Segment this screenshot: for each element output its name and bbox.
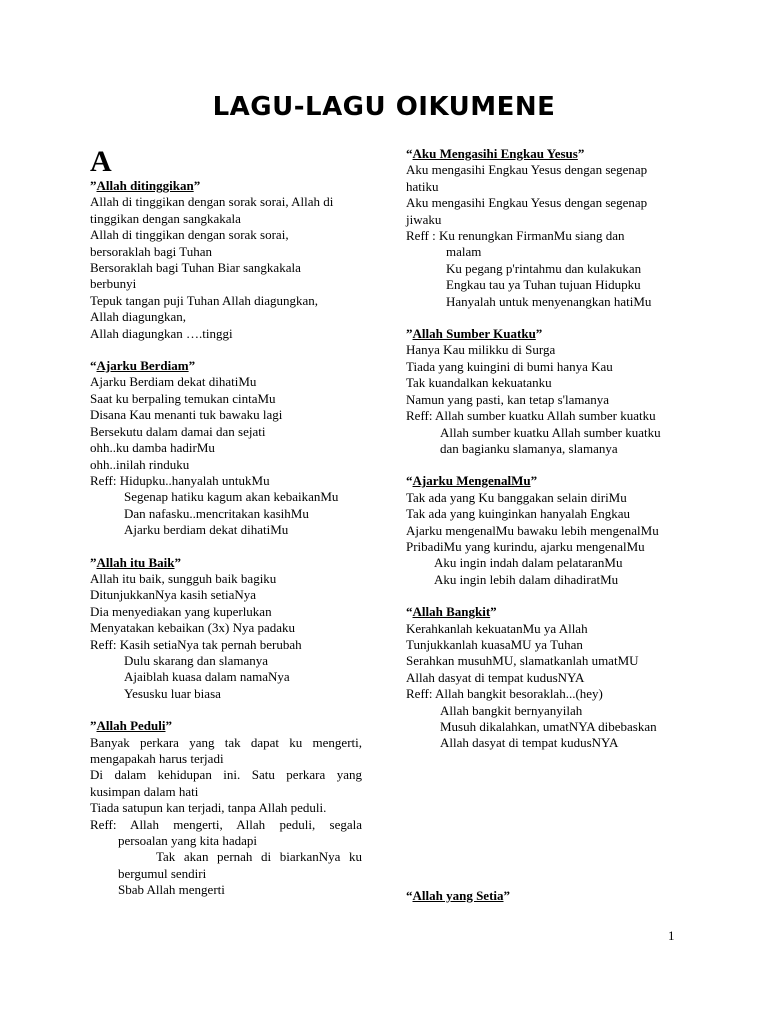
lyric-line: Serahkan musuhMU, slamatkanlah umatMU — [406, 653, 639, 669]
lyric-line: Dia menyediakan yang kuperlukan — [90, 603, 272, 619]
page-title: LAGU-LAGU OIKUMENE — [212, 92, 556, 122]
column-gap — [406, 768, 678, 888]
song-aku-mengasihi-engkau-yesus — [406, 146, 678, 310]
song-ajarku-berdiam — [90, 358, 362, 538]
lyric-line: Disana Kau menanti tuk bawaku lagi — [90, 407, 283, 423]
lyric-line: Tak akan pernah di biarkanNya ku — [156, 849, 362, 865]
song-allah-yang-setia — [406, 888, 678, 904]
song-title: “Aku Mengasihi Engkau Yesus” — [406, 146, 585, 161]
lyric-line: Tiada yang kuingini di bumi hanya Kau — [406, 358, 613, 374]
lyric-line: Allah diagungkan ….tinggi — [90, 325, 233, 341]
song-title: ”Allah Peduli” — [90, 718, 172, 734]
lyric-line: Menyatakan kebaikan (3x) Nya padaku — [90, 620, 296, 636]
lyric-line: berbunyi — [90, 276, 137, 292]
lyric-line: Hanyalah untuk menyenangkan hatiMu — [446, 293, 652, 309]
lyric-line: Ku pegang p'rintahmu dan kulakukan — [446, 260, 642, 276]
lyric-line: Namun yang pasti, kan tetap s'lamanya — [406, 391, 610, 407]
lyric-line: dan bagianku slamanya, slamanya — [440, 440, 618, 456]
song-title: “Ajarku Berdiam” — [90, 358, 196, 374]
page-number: 1 — [668, 928, 675, 943]
lyric-line: Yesusku luar biasa — [124, 685, 221, 701]
lyric-line: Musuh dikalahkan, umatNYA dibebaskan — [440, 719, 657, 734]
lyric-line: Ajarku mengenalMu bawaku lebih mengenalMu — [406, 522, 659, 538]
lyric-line: DitunjukkanNya kasih setiaNya — [90, 587, 257, 603]
lyric-line: bersoraklah bagi Tuhan — [90, 243, 213, 259]
lyric-line: Aku ingin lebih dalam dihadiratMu — [434, 571, 619, 587]
lyric-line: Reff: Allah mengerti, Allah peduli, segala — [90, 816, 362, 832]
lyric-line: Engkau tau ya Tuhan tujuan Hidupku — [446, 277, 641, 293]
song-allah-itu-baik — [90, 555, 362, 703]
lyric-line: tinggikan dengan sangkakala — [90, 210, 241, 226]
lyric-line: Aku ingin indah dalam pelataranMu — [434, 555, 623, 571]
lyric-line: ohh..inilah rinduku — [90, 456, 190, 472]
lyric-line: Reff: Hidupku..hanyalah untukMu — [90, 472, 270, 488]
lyric-line: Tunjukkanlah kuasaMU ya Tuhan — [406, 636, 583, 652]
song-title: “Allah yang Setia” — [406, 887, 511, 903]
lyric-line: bergumul sendiri — [118, 865, 207, 881]
section-letter: A — [90, 145, 112, 178]
left-column — [90, 146, 362, 915]
lyric-line: Reff : Ku renungkan FirmanMu siang dan — [406, 228, 625, 244]
song-ajarku-mengenalmu — [406, 473, 678, 588]
lyric-line: mengapakah harus terjadi — [90, 751, 224, 766]
lyric-line: Ajarku berdiam dekat dihatiMu — [124, 522, 289, 538]
lyric-line: Allah sumber kuatku Allah sumber kuatku — [440, 424, 661, 440]
song-allah-ditinggikan — [90, 178, 362, 342]
lyric-line: Reff: Allah bangkit besoraklah...(hey) — [406, 686, 603, 702]
lyric-line: Di dalam kehidupan ini. Satu perkara yang — [90, 767, 362, 783]
song-allah-bangkit — [406, 604, 678, 752]
right-column — [406, 146, 678, 920]
song-title: ”Allah Sumber Kuatku” — [406, 326, 543, 342]
lyric-line: Allah dasyat di tempat kudusNYA — [440, 735, 619, 751]
lyric-line: Saat ku berpaling temukan cintaMu — [90, 390, 276, 406]
lyric-line: Bersekutu dalam damai dan sejati — [90, 423, 266, 439]
lyric-line: Allah di tinggikan dengan sorak sorai, Allah di — [90, 194, 334, 210]
lyric-line: Tak ada yang Ku banggakan selain diriMu — [406, 489, 627, 505]
lyric-line: Bersoraklah bagi Tuhan Biar sangkakala — [90, 260, 301, 276]
lyric-line: Sbab Allah mengerti — [118, 882, 225, 898]
lyric-line: Tiada satupun kan terjadi, tanpa Allah peduli. — [90, 800, 327, 816]
lyric-line: Reff: Kasih setiaNya tak pernah berubah — [90, 636, 302, 652]
lyric-line: Allah diagungkan, — [90, 309, 187, 325]
lyric-line: Hanya Kau milikku di Surga — [406, 342, 556, 358]
lyric-line: Segenap hatiku kagum akan kebaikanMu — [124, 489, 339, 505]
lyric-line: Allah bangkit bernyanyilah — [440, 702, 583, 718]
song-allah-sumber-kuatku — [406, 326, 678, 457]
lyric-line: Allah di tinggikan dengan sorak sorai, — [90, 227, 289, 243]
song-title: “Ajarku MengenalMu” — [406, 473, 538, 489]
lyric-line: Aku mengasihi Engkau Yesus dengan segenap — [406, 195, 648, 211]
lyric-line: persoalan yang kita hadapi — [118, 833, 257, 849]
song-title: ”Allah ditinggikan” — [90, 178, 201, 193]
lyric-line: Tak ada yang kuinginkan hanyalah Engkau — [406, 506, 630, 522]
lyric-line: Tak kuandalkan kekuatanku — [406, 375, 552, 391]
song-title: “Allah Bangkit” — [406, 604, 497, 620]
lyric-line: PribadiMu yang kurindu, ajarku mengenalMu — [406, 538, 645, 554]
lyric-line: Dan nafasku..mencritakan kasihMu — [124, 505, 309, 521]
lyric-line: malam — [446, 244, 482, 260]
lyric-line: Allah dasyat di tempat kudusNYA — [406, 669, 585, 685]
lyric-line: Aku mengasihi Engkau Yesus dengan segenap — [406, 162, 648, 178]
lyric-line: jiwaku — [406, 211, 442, 227]
lyric-line: Reff: Allah sumber kuatku Allah sumber kuatku — [406, 408, 656, 424]
song-title: ”Allah itu Baik” — [90, 554, 182, 570]
lyric-line: Dulu skarang dan slamanya — [124, 652, 269, 668]
lyric-line: Ajarku Berdiam dekat dihatiMu — [90, 374, 257, 390]
lyric-line: kusimpan dalam hati — [90, 783, 199, 799]
lyric-line: Banyak perkara yang tak dapat ku mengerti, — [90, 734, 362, 750]
lyric-line: Tepuk tangan puji Tuhan Allah diagungkan, — [90, 292, 319, 308]
lyric-line: ohh..ku damba hadirMu — [90, 440, 215, 456]
lyric-line: Allah itu baik, sungguh baik bagiku — [90, 570, 277, 586]
lyric-line: Kerahkanlah kekuatanMu ya Allah — [406, 620, 588, 636]
lyric-line: hatiku — [406, 178, 439, 194]
song-allah-peduli — [90, 718, 362, 898]
lyric-line: Ajaiblah kuasa dalam namaNya — [124, 669, 290, 685]
